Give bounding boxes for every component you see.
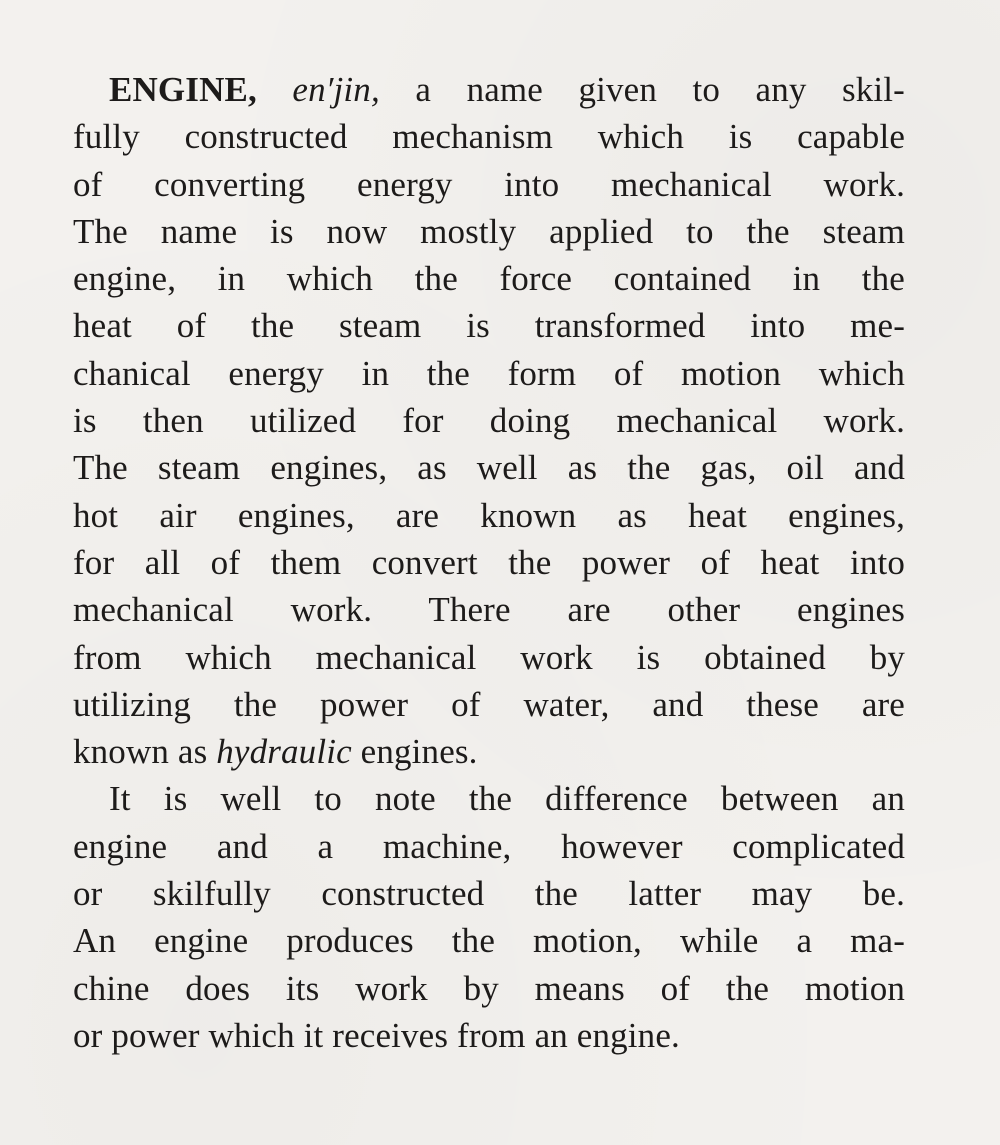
encyclopedia-article — [73, 66, 905, 1059]
text-line — [73, 634, 905, 681]
text-segment: mechanical work. There are other engines — [73, 590, 905, 630]
text-segment: chine does its work by means of the motion — [73, 968, 905, 1008]
text-line — [73, 397, 905, 444]
text-segment: heat of the steam is transformed into me- — [73, 306, 905, 346]
headword: ENGINE, — [109, 70, 257, 109]
text-line — [73, 917, 905, 964]
text-segment: a name given to any skil- — [379, 70, 905, 109]
text-line — [73, 161, 905, 208]
text-segment: engine, in which the force contained in the — [73, 259, 905, 299]
text-line — [73, 539, 905, 586]
text-line — [73, 728, 905, 775]
text-line — [73, 208, 905, 255]
article-paragraph — [73, 775, 905, 1059]
text-line — [73, 302, 905, 349]
text-line — [73, 823, 905, 870]
text-line — [73, 965, 905, 1012]
text-segment: fully constructed mechanism which is capable — [73, 117, 905, 157]
text-segment: engines. — [351, 732, 478, 772]
text-line — [73, 255, 905, 302]
text-segment: The name is now mostly applied to the steam — [73, 211, 905, 251]
text-line — [73, 113, 905, 160]
text-line — [73, 586, 905, 633]
text-segment: known as — [73, 732, 217, 772]
text-segment: from which mechanical work is obtained by — [73, 637, 905, 677]
pronunciation: en′jin, — [292, 70, 380, 109]
text-line — [73, 870, 905, 917]
text-line — [73, 775, 905, 822]
text-segment: of converting energy into mechanical work. — [73, 164, 905, 204]
emphasized-term: hydraulic — [216, 732, 352, 772]
text-line — [73, 1012, 905, 1059]
text-segment: for all of them convert the power of heat into — [73, 542, 905, 582]
text-segment: engine and a machine, however complicated — [73, 826, 905, 866]
text-segment: or power which it receives from an engine. — [73, 1015, 680, 1055]
text-segment: It is well to note the difference between an — [109, 779, 905, 819]
article-paragraph — [73, 66, 905, 775]
text-segment: hot air engines, are known as heat engines, — [73, 495, 905, 535]
text-segment — [257, 70, 293, 109]
text-line — [73, 492, 905, 539]
text-segment: An engine produces the motion, while a ma- — [73, 921, 905, 961]
text-segment: The steam engines, as well as the gas, oil and — [73, 448, 905, 488]
text-line — [73, 350, 905, 397]
text-segment: is then utilized for doing mechanical work. — [73, 401, 905, 441]
text-segment: utilizing the power of water, and these are — [73, 684, 905, 724]
text-line — [73, 66, 905, 113]
text-segment: or skilfully constructed the latter may be. — [73, 874, 905, 914]
text-line — [73, 681, 905, 728]
text-line — [73, 444, 905, 491]
text-segment: chanical energy in the form of motion which — [73, 353, 905, 393]
